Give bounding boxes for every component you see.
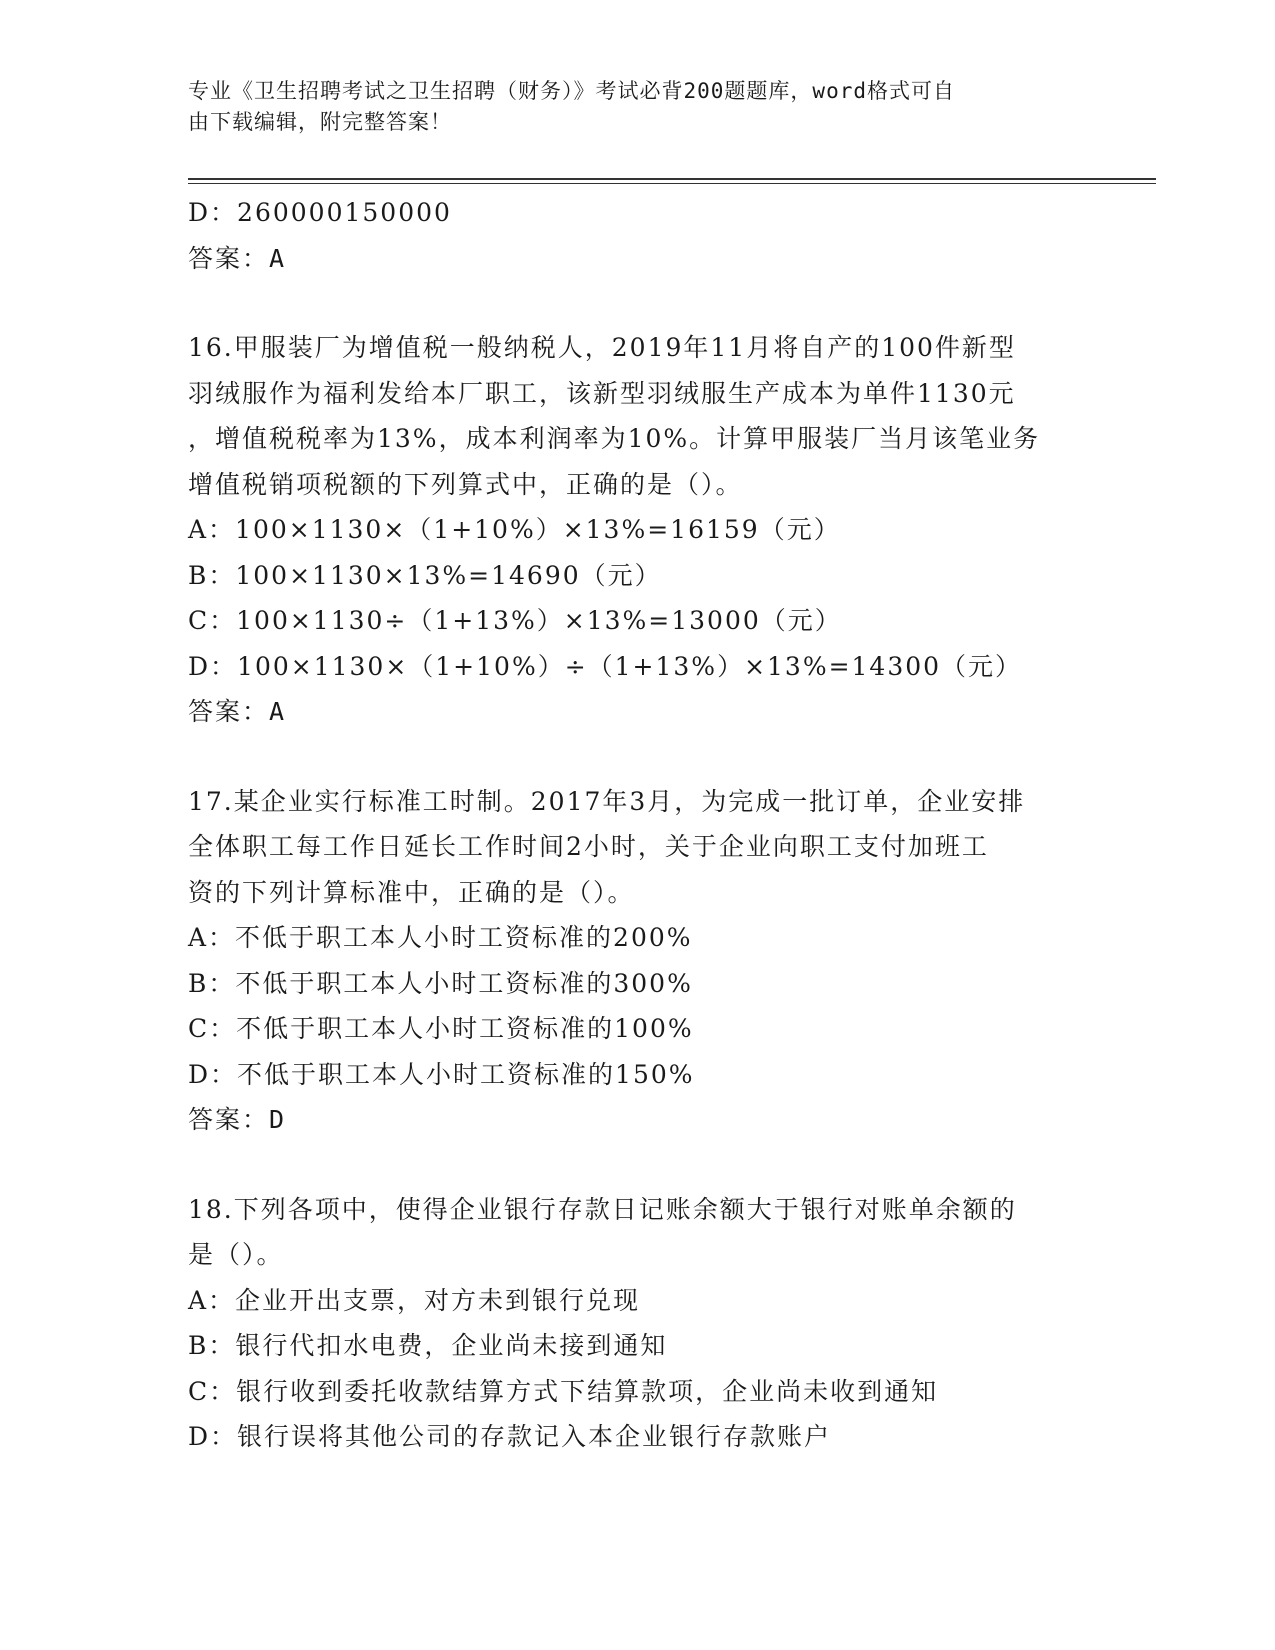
option-d: D：不低于职工本人小时工资标准的150% bbox=[188, 1059, 695, 1089]
header-line-1: 专业《卫生招聘考试之卫生招聘（财务）》考试必背200题题库，word格式可自 bbox=[188, 79, 955, 103]
question-stem-line: 18.下列各项中，使得企业银行存款日记账余额大于银行对账单余额的 bbox=[188, 1194, 1017, 1224]
option-c: C：银行收到委托收款结算方式下结算款项，企业尚未收到通知 bbox=[188, 1376, 939, 1406]
option-d: D：260000150000 bbox=[188, 198, 452, 227]
option-b: B：100×1130×13%=14690（元） bbox=[188, 560, 662, 590]
question-stem-line: ，增值税税率为13%，成本利润率为10%。计算甲服装厂当月该笔业务 bbox=[188, 424, 1041, 453]
option-d: D：银行误将其他公司的存款记入本企业银行存款账户 bbox=[188, 1422, 832, 1451]
header-divider-thin bbox=[188, 183, 1156, 184]
question-stem-line: 资的下列计算标准中，正确的是（）。 bbox=[188, 877, 635, 907]
option-a: A：不低于职工本人小时工资标准的200% bbox=[188, 923, 693, 952]
question-stem-line: 17.某企业实行标准工时制。2017年3月，为完成一批订单，企业安排 bbox=[188, 786, 1026, 816]
answer: 答案：A bbox=[188, 243, 287, 273]
question-stem-line: 全体职工每工作日延长工作时间2小时，关于企业向职工支付加班工 bbox=[188, 832, 989, 861]
header-line-2: 由下载编辑，附完整答案！ bbox=[188, 110, 452, 134]
option-a: A：企业开出支票，对方未到银行兑现 bbox=[188, 1285, 641, 1315]
answer: 答案：A bbox=[188, 697, 287, 726]
question-stem-line: 16.甲服装厂为增值税一般纳税人，2019年11月将自产的100件新型 bbox=[188, 333, 1016, 362]
question-15-tail bbox=[188, 190, 1088, 281]
answer: 答案：D bbox=[188, 1105, 287, 1134]
option-b: B：银行代扣水电费，企业尚未接到通知 bbox=[188, 1331, 668, 1360]
header-divider bbox=[188, 178, 1156, 180]
option-a: A：100×1130×（1+10%）×13%=16159（元） bbox=[188, 515, 841, 544]
option-c: C：100×1130÷（1+13%）×13%=13000（元） bbox=[188, 606, 842, 635]
question-stem-line: 增值税销项税额的下列算式中，正确的是（）。 bbox=[188, 469, 743, 499]
question-16 bbox=[188, 325, 1088, 735]
option-c: C：不低于职工本人小时工资标准的100% bbox=[188, 1014, 694, 1043]
option-d: D：100×1130×（1+10%）÷（1+13%）×13%=14300（元） bbox=[188, 651, 1023, 681]
question-stem-line: 羽绒服作为福利发给本厂职工，该新型羽绒服生产成本为单件1130元 bbox=[188, 378, 1016, 408]
document-header bbox=[188, 76, 1068, 138]
question-17 bbox=[188, 779, 1088, 1143]
question-stem-line: 是（）。 bbox=[188, 1240, 284, 1269]
document-body bbox=[188, 190, 1088, 1460]
option-b: B：不低于职工本人小时工资标准的300% bbox=[188, 968, 693, 998]
question-18 bbox=[188, 1187, 1088, 1460]
